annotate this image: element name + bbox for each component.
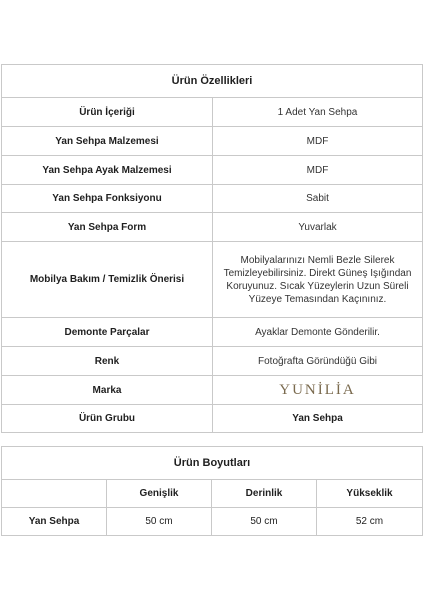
product-features-table: [1, 64, 423, 433]
row-label: Yan Sehpa Fonksiyonu: [2, 185, 213, 212]
row-value: Yuvarlak: [298, 221, 337, 233]
row-value: Mobilyalarınızı Nemli Bezle Silerek Temizleyebilirsiniz. Direkt Güneş Işığından Koruyunuz. Sıcak Yüzeylerin Uzun Süreli Yüzeye Temasından Kaçınınız.: [223, 254, 412, 305]
height-header: Yükseklik: [346, 488, 393, 499]
row-value: MDF: [306, 135, 329, 147]
features-header-row: [2, 65, 422, 97]
dimensions-column-headers: [2, 479, 422, 507]
row-label: Ürün İçeriği: [2, 98, 213, 126]
row-value: 1 Adet Yan Sehpa: [277, 106, 358, 118]
table-row: [2, 507, 422, 535]
row-label: Marka: [2, 376, 213, 404]
row-label: Ürün Grubu: [2, 405, 213, 432]
table-row: [2, 375, 422, 404]
brand-logo-text: YUNİLİA: [279, 381, 356, 398]
width-value: 50 cm: [107, 508, 212, 535]
empty-header-cell: [2, 480, 107, 507]
width-header: Genişlik: [107, 480, 212, 507]
row-value: Ayaklar Demonte Gönderilir.: [255, 326, 380, 338]
row-label: Renk: [2, 347, 213, 375]
table-row: [2, 126, 422, 155]
row-value: Fotoğrafta Göründüğü Gibi: [258, 355, 377, 367]
table-row: [2, 184, 422, 212]
row-label: Yan Sehpa Ayak Malzemesi: [2, 156, 213, 184]
table-row: [2, 241, 422, 317]
row-label: Yan Sehpa: [2, 508, 107, 535]
row-label: Yan Sehpa Malzemesi: [2, 127, 213, 155]
table-row: [2, 404, 422, 432]
dimensions-title: Ürün Boyutları: [173, 456, 251, 469]
table-row: [2, 155, 422, 184]
product-dimensions-table: [1, 446, 423, 536]
table-row: [2, 317, 422, 346]
row-label: Demonte Parçalar: [2, 318, 213, 346]
row-value: Yan Sehpa: [292, 413, 343, 424]
table-row: [2, 346, 422, 375]
dimensions-header-row: [2, 447, 422, 479]
row-label: Yan Sehpa Form: [2, 213, 213, 241]
brand-logo: [213, 376, 422, 404]
row-label: Mobilya Bakım / Temizlik Önerisi: [2, 242, 213, 317]
table-row: [2, 212, 422, 241]
depth-header: Derinlik: [212, 480, 317, 507]
table-row: [2, 97, 422, 126]
row-value: Sabit: [306, 193, 329, 204]
row-value: MDF: [306, 164, 329, 176]
height-value: 52 cm: [355, 516, 384, 527]
features-title: Ürün Özellikleri: [171, 74, 253, 87]
depth-value: 50 cm: [212, 508, 317, 535]
